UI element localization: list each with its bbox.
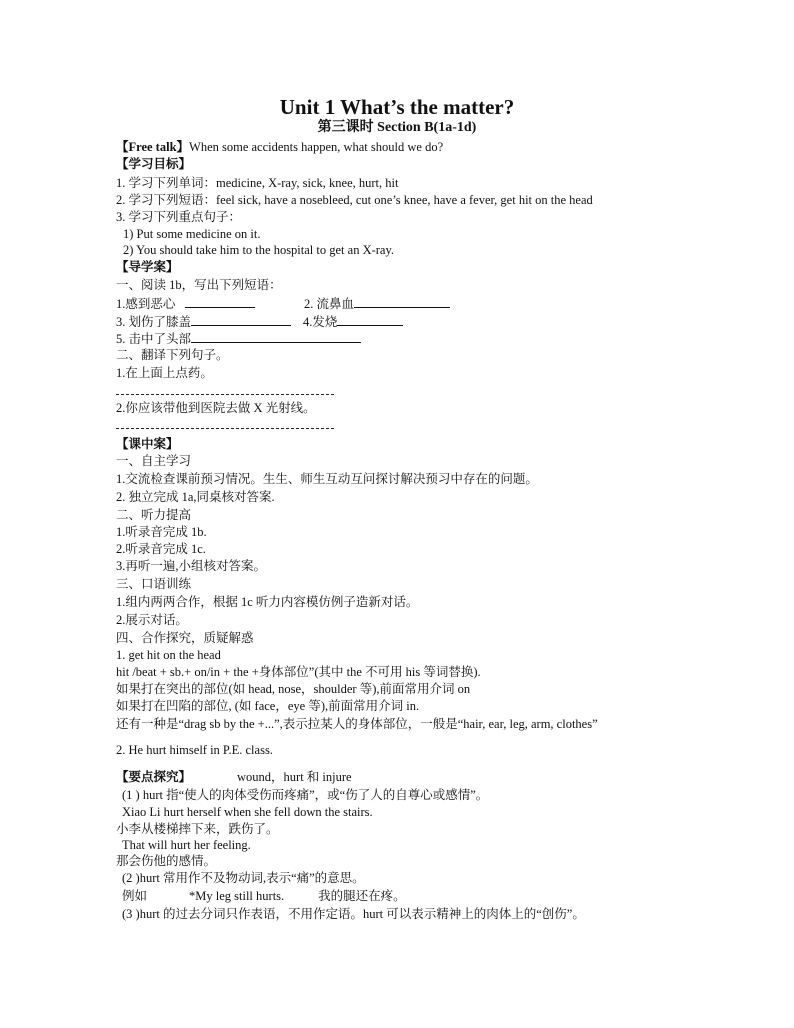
- key-point-line: (3 )hurt 的过去分词只作表语，不用作定语。hurt 可以表示精神上的肉体上的“创伤”。: [122, 907, 585, 921]
- goals-heading: 【学习目标】: [116, 157, 192, 171]
- answer-dash-line[interactable]: [116, 394, 334, 395]
- example-en: *My leg still hurts.: [189, 889, 285, 903]
- key-point-line: 那会伤他的感情。: [116, 854, 217, 868]
- class-line: hit /beat + sb.+ on/in + the +身体部位”(其中 the 不可用 his 等词替换).: [116, 665, 481, 679]
- key-point-line: (1 ) hurt 指“使人的肉体受伤而疼痛”，或“伤了人的自尊心或感情”。: [122, 788, 489, 802]
- phrase-q1: 1.感到恶心: [116, 295, 255, 312]
- class-line: 一、自主学习: [116, 454, 192, 468]
- answer-blank[interactable]: [337, 313, 403, 326]
- free-talk-line: [116, 139, 443, 155]
- guide-heading: 【导学案】: [116, 260, 179, 274]
- phrase-q3: 3. 划伤了膝盖: [116, 313, 291, 330]
- goal-sentence: 2) You should take him to the hospital to get an X-ray.: [123, 243, 395, 257]
- class-line: 1.组内两两合作，根据 1c 听力内容模仿例子造新对话。: [116, 595, 419, 609]
- key-point-line: 小李从楼梯摔下来，跌伤了。: [116, 822, 279, 836]
- class-line: 三、口语训练: [116, 577, 192, 591]
- example-label: 例如: [122, 889, 148, 903]
- class-line: 2. He hurt himself in P.E. class.: [116, 743, 273, 757]
- free-talk-text: When some accidents happen, what should we do?: [189, 140, 444, 154]
- class-line: 1.交流检查课前预习情况。生生、师生互动互问探讨解决预习中存在的问题。: [116, 472, 538, 486]
- class-line: 2.听录音完成 1c.: [116, 542, 206, 556]
- key-point-line: (2 )hurt 常用作不及物动词,表示“痛”的意思。: [122, 871, 365, 885]
- key-points-topic: wound，hurt 和 injure: [237, 770, 352, 784]
- translate-s2: 2.你应该带他到医院去做 X 光射线。: [116, 401, 316, 415]
- key-point-line: Xiao Li hurt herself when she fell down the stairs.: [122, 805, 373, 819]
- page-subtitle: 第三课时 Section B(1a-1d): [317, 120, 477, 135]
- answer-blank[interactable]: [191, 313, 291, 326]
- class-line: 四、合作探究，质疑解惑: [116, 631, 254, 645]
- goal-sentence: 1) Put some medicine on it.: [123, 227, 261, 241]
- class-line: 如果打在凹陷的部位, (如 face，eye 等),前面常用介词 in.: [116, 699, 420, 713]
- example-line: [122, 888, 406, 904]
- answer-blank[interactable]: [185, 295, 255, 308]
- class-line: 二、听力提高: [116, 508, 192, 522]
- key-point-line: That will hurt her feeling.: [122, 838, 251, 852]
- page-title: Unit 1 What’s the matter?: [279, 95, 515, 119]
- goal-item: 1. 学习下列单词：medicine, X-ray, sick, knee, hurt, hit: [116, 176, 399, 190]
- class-line: 还有一种是“drag sb by the +...”,表示拉某人的身体部位，一般是“hair, ear, leg, arm, clothes”: [116, 717, 598, 731]
- translate-s1: 1.在上面上点药。: [116, 366, 213, 380]
- class-line: 3.再听一遍,小组核对答案。: [116, 559, 267, 573]
- guide-part1: 一、阅读 1b，写出下列短语：: [116, 278, 282, 292]
- phrase-q2: 2. 流鼻血: [304, 295, 450, 312]
- answer-blank[interactable]: [354, 295, 450, 308]
- goal-item: 2. 学习下列短语：feel sick, have a nosebleed, cut one’s knee, have a fever, get hit on the head: [116, 193, 593, 207]
- key-points-line: [116, 769, 352, 785]
- class-line: 2. 独立完成 1a,同桌核对答案.: [116, 490, 275, 504]
- key-points-heading: 【要点探究】: [116, 770, 192, 784]
- answer-dash-line[interactable]: [116, 428, 334, 429]
- class-line: 1. get hit on the head: [116, 648, 221, 662]
- free-talk-label: 【Free talk】: [116, 140, 190, 154]
- class-line: 如果打在突出的部位(如 head, nose，shoulder 等),前面常用介词 on: [116, 682, 471, 696]
- phrase-q5: 5. 击中了头部: [116, 330, 361, 347]
- example-cn: 我的腿还在疼。: [318, 889, 406, 903]
- phrase-q4: 4.发烧: [303, 313, 403, 330]
- class-heading: 【课中案】: [116, 437, 179, 451]
- goal-item: 3. 学习下列重点句子：: [116, 210, 242, 224]
- class-line: 2.展示对话。: [116, 613, 188, 627]
- answer-blank[interactable]: [191, 330, 361, 343]
- guide-part2: 二、翻译下列句子。: [116, 348, 229, 362]
- class-line: 1.听录音完成 1b.: [116, 525, 207, 539]
